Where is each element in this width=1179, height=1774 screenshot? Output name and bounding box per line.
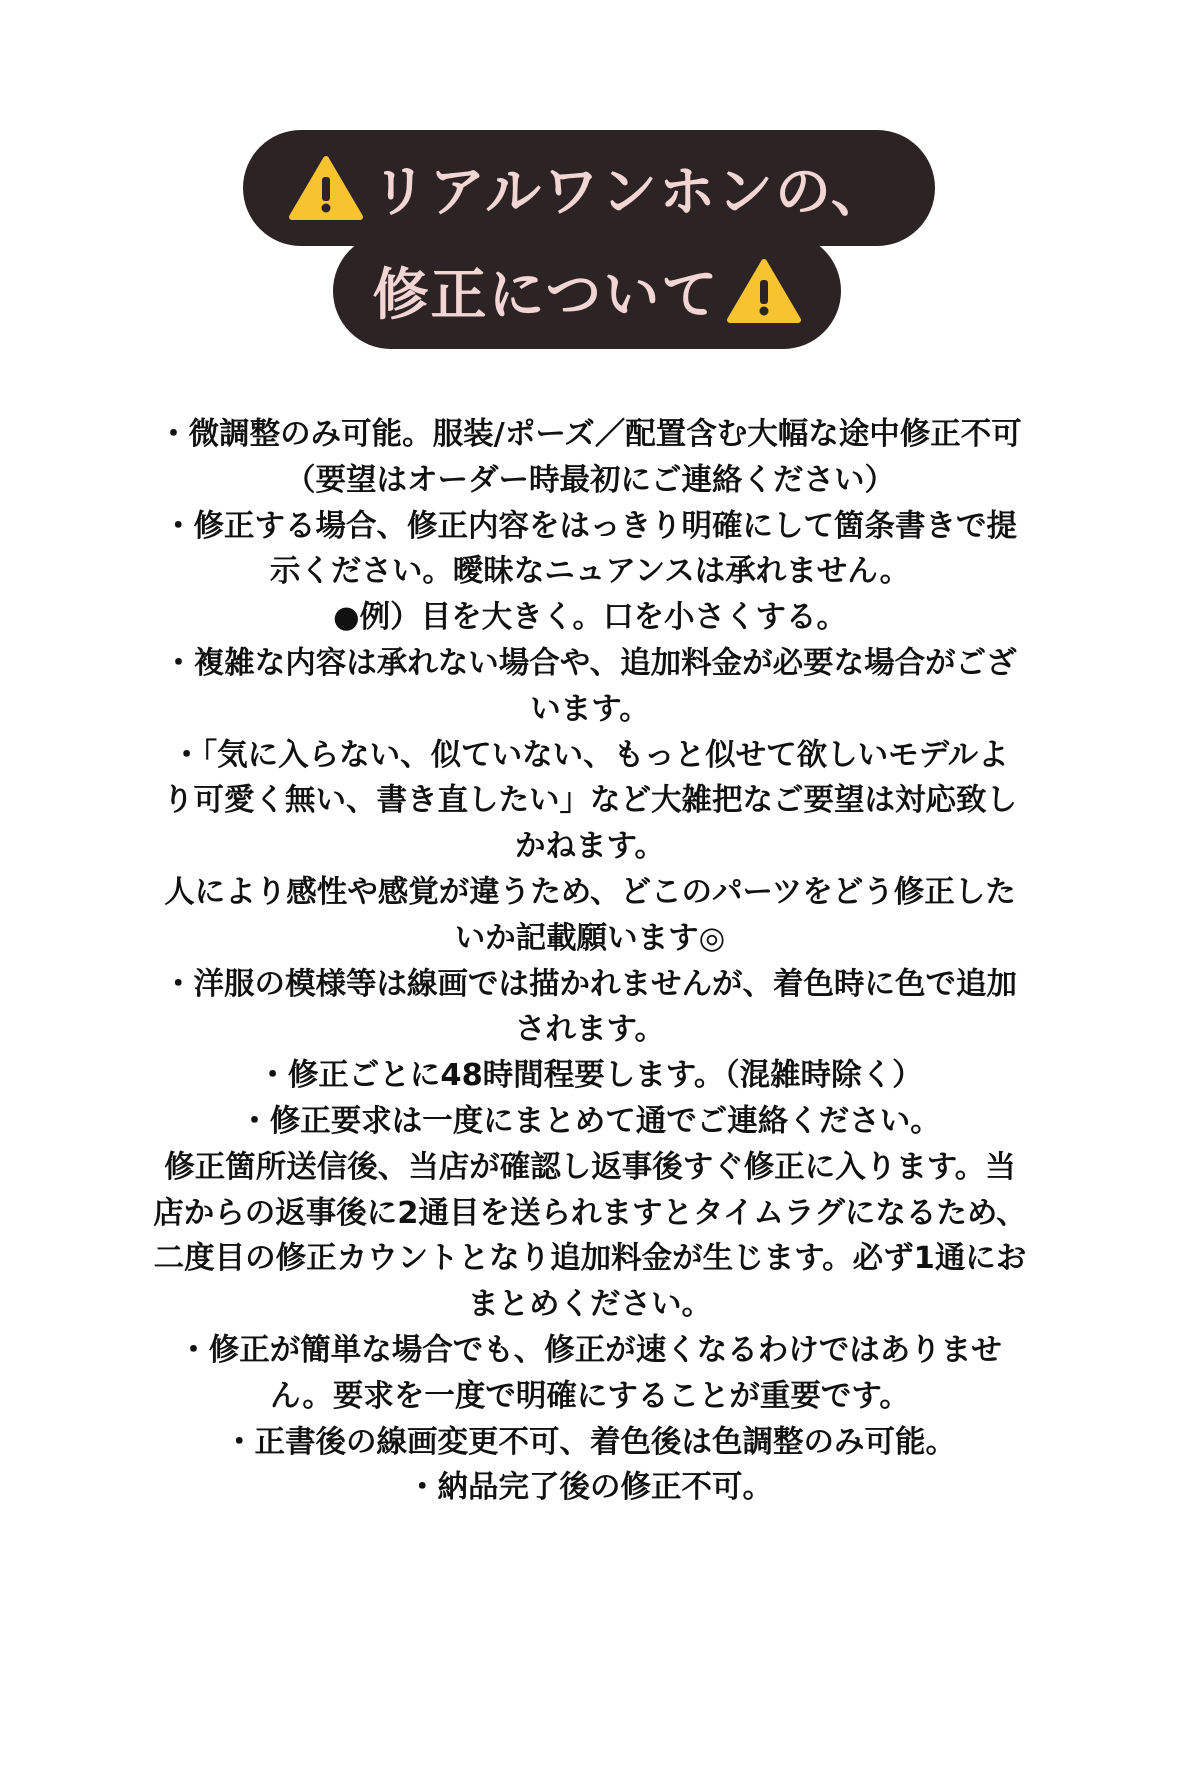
policy-line: ん。要求を一度で明確にすることが重要です。 <box>270 1378 910 1414</box>
policy-line: （要望はオーダー時最初にご連絡ください） <box>285 462 895 498</box>
policy-line: います。 <box>530 691 650 727</box>
policy-line: かねます。 <box>514 829 666 865</box>
policy-line: 店からの返事後に2通目を送られますとタイムラグになるため、 <box>153 1195 1027 1231</box>
warning-icon <box>289 155 363 221</box>
policy-line: ・修正する場合、修正内容をはっきり明確にして箇条書きで提 <box>163 508 1017 544</box>
policy-line: まとめください。 <box>468 1287 712 1323</box>
policy-line: 修正箇所送信後、当店が確認し返事後すぐ修正に入ります。当 <box>164 1149 1016 1185</box>
revision-policy-text <box>100 412 1080 1511</box>
title-banner-line1 <box>243 130 935 246</box>
policy-line: ・微調整のみ可能。服装/ポーズ／配置含む大幅な途中修正不可 <box>158 417 1022 452</box>
policy-line: ・修正ごとに48時間程要します。（混雑時除く） <box>257 1058 923 1094</box>
title-banner-line2 <box>333 233 841 349</box>
policy-line: ・正書後の線画変更不可、着色後は色調整のみ可能。 <box>224 1424 956 1460</box>
policy-line: ・「気に入らない、似ていない、もっと似せて欲しいモデルよ <box>171 737 1009 773</box>
warning-icon <box>727 258 801 324</box>
policy-line: されます。 <box>514 1012 666 1048</box>
policy-line: 人により感性や感覚が違うため、どこのパーツをどう修正した <box>164 874 1016 910</box>
title-text-line1: リアルワンホンの、 <box>371 160 889 225</box>
policy-line: り可愛く無い、書き直したい」など大雑把なご要望は対応致し <box>163 783 1017 819</box>
policy-line: いか記載願います◎ <box>454 920 726 956</box>
policy-line: 二度目の修正カウントとなり追加料金が生じます。必ず1通にお <box>153 1241 1027 1277</box>
policy-line: ・修正要求は一度にまとめて通でご連絡ください。 <box>239 1103 941 1139</box>
policy-line: ・洋服の模様等は線画では描かれませんが、着色時に色で追加 <box>163 966 1017 1002</box>
policy-line: ・複雑な内容は承れない場合や、追加料金が必要な場合がござ <box>163 645 1017 681</box>
title-text-line2: 修正について <box>372 263 720 328</box>
policy-line: ●例）目を大きく。口を小さくする。 <box>332 600 847 636</box>
policy-line: 示ください。曖昧なニュアンスは承れません。 <box>269 554 911 590</box>
policy-line: ・納品完了後の修正不可。 <box>407 1470 773 1506</box>
policy-line: ・修正が簡単な場合でも、修正が速くなるわけではありませ <box>178 1332 1002 1368</box>
